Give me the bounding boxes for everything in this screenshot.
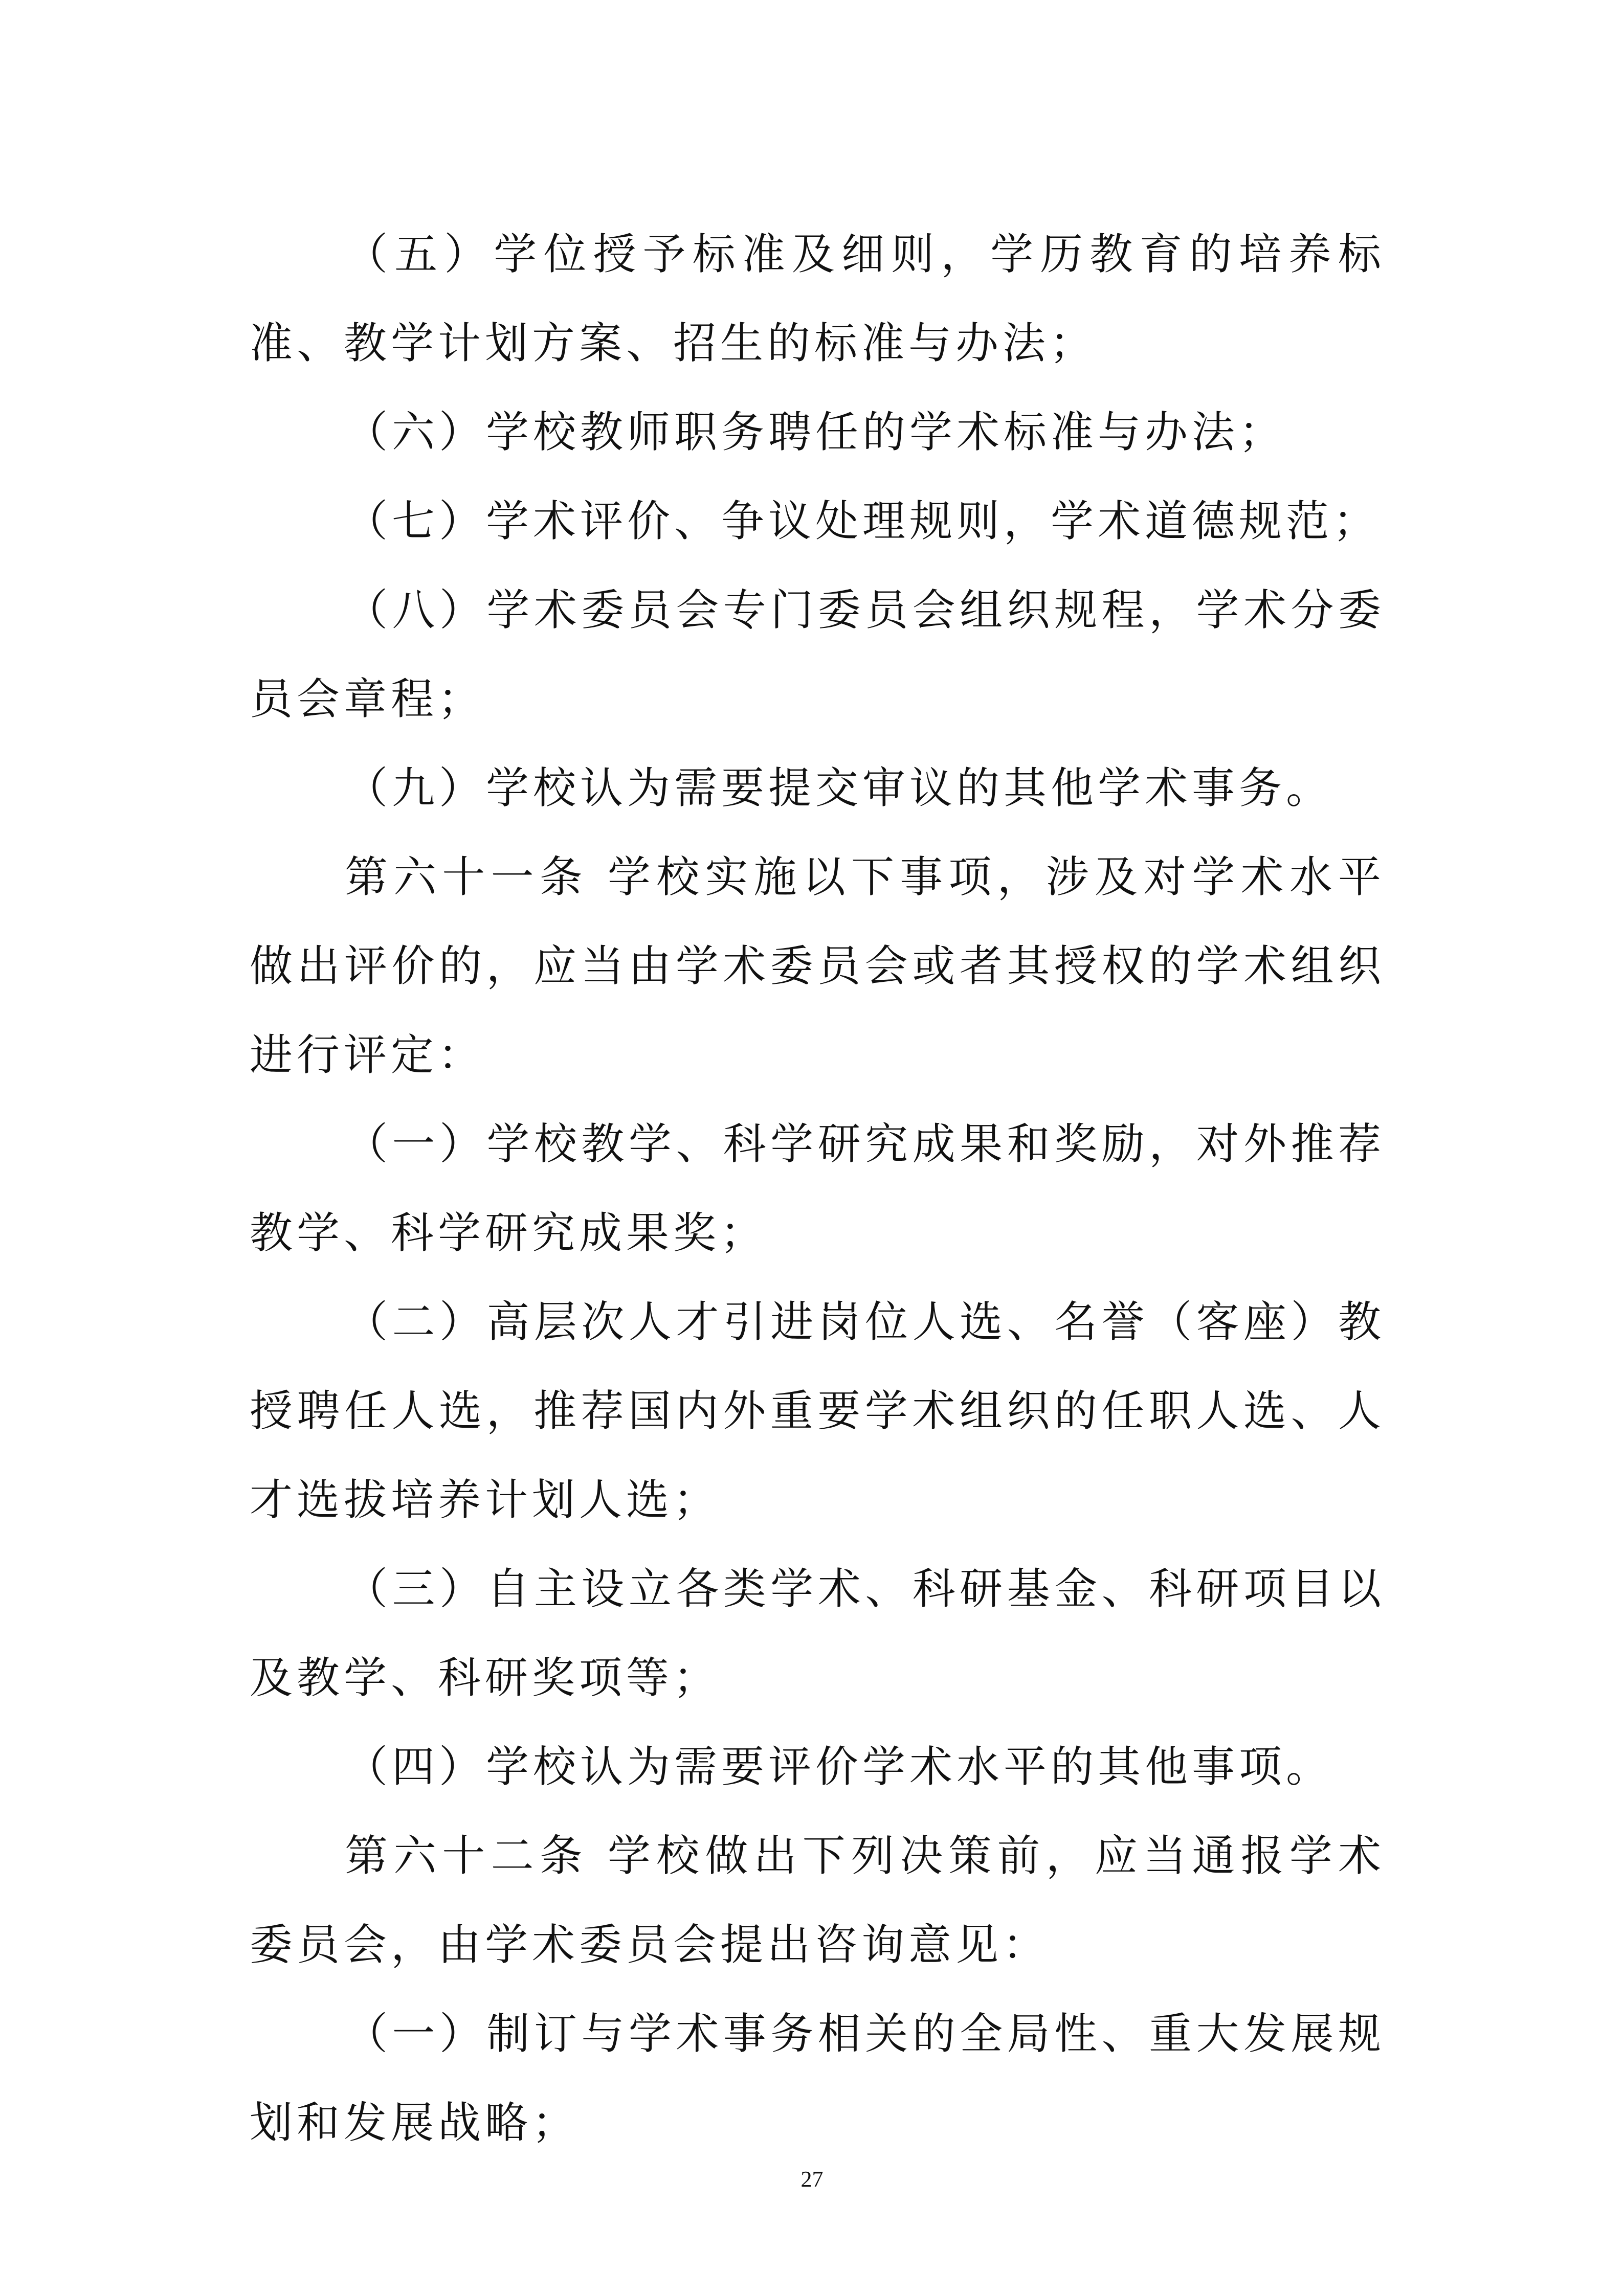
- paragraph-item-8: （八）学术委员会专门委员会组织规程，学术分委员会章程；: [250, 585, 1385, 724]
- article-61-item-3: （三）自主设立各类学术、科研基金、科研项目以及教学、科研奖项等；: [250, 1564, 1385, 1703]
- paragraph-item-9: （九）学校认为需要提交审议的其他学术事务。: [345, 763, 1333, 813]
- article-61-item-2: （二）高层次人才引进岗位人选、名誉（客座）教授聘任人选，推荐国内外重要学术组织的任职人选、人才选拔培养计划人选；: [250, 1297, 1385, 1525]
- paragraph-item-5: （五）学位授予标准及细则，学历教育的培养标准、教学计划方案、招生的标准与办法；: [250, 229, 1385, 368]
- paragraph-item-7: （七）学术评价、争议处理规则，学术道德规范；: [345, 496, 1381, 546]
- article-62-item-1: （一）制订与学术事务相关的全局性、重大发展规划和发展战略；: [250, 2009, 1385, 2148]
- article-61-item-4: （四）学校认为需要评价学术水平的其他事项。: [345, 1742, 1333, 1792]
- page-number: 27: [800, 2167, 824, 2192]
- article-62: 第六十二条 学校做出下列决策前，应当通报学术委员会，由学术委员会提出咨询意见：: [250, 1831, 1385, 1970]
- paragraph-item-6: （六）学校教师职务聘任的学术标准与办法；: [345, 407, 1286, 457]
- document-body: [250, 210, 1385, 2167]
- article-61: 第六十一条 学校实施以下事项，涉及对学术水平做出评价的，应当由学术委员会或者其授权的学术组织进行评定：: [250, 852, 1385, 1080]
- article-61-item-1: （一）学校教学、科学研究成果和奖励，对外推荐教学、科学研究成果奖；: [250, 1119, 1385, 1258]
